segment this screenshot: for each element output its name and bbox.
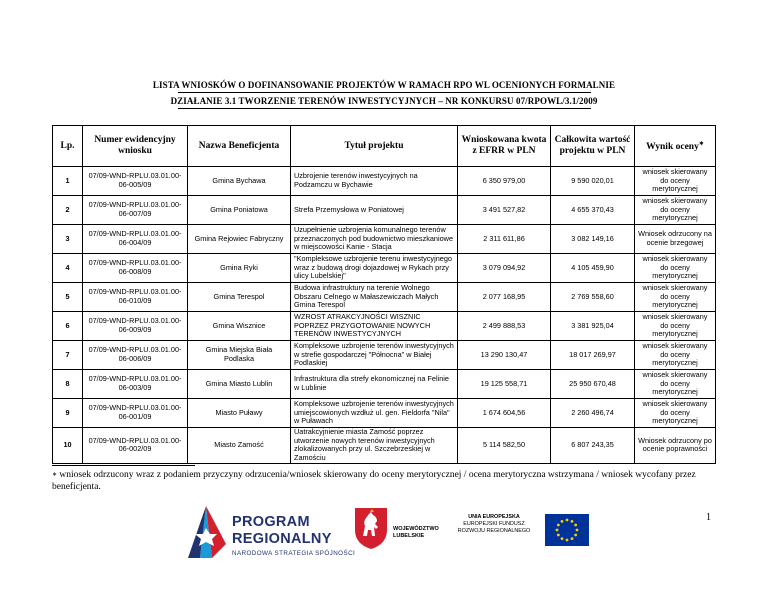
row-requested-amount: 1 674 604,56 <box>458 399 551 428</box>
row-requested-amount: 13 290 130,47 <box>458 341 551 370</box>
row-project-title: Kompleksowe uzbrojenie terenów inwestycyjnych umiejscowionych wzdłuż ul. gen. Fieldorfa "Nila" w Puławach <box>291 399 458 428</box>
row-beneficiary: Gmina Poniatowa <box>188 196 291 225</box>
row-lp: 4 <box>53 254 83 283</box>
footnote-text: wniosek odrzucony wraz z podaniem przyczyny odrzucenia/wniosek skierowany do oceny merytorycznej / ocena merytoryczna wstrzymana / wniosek wycofany przez beneficjenta. <box>52 470 696 492</box>
row-project-title: Budowa infrastruktury na terenie Wolnego Obszaru Celnego w Małaszewiczach Małych Gmina Terespol <box>291 283 458 312</box>
row-result: wniosek skierowany do oceny merytorycznej <box>635 254 716 283</box>
lubelskie-logo <box>353 506 443 556</box>
eu-logo-line3: ROZWOJU REGIONALNEGO <box>457 528 531 534</box>
row-lp: 10 <box>53 428 83 464</box>
lubelskie-coat-of-arms-icon <box>353 506 389 550</box>
lubelskie-logo-line2: LUBELSKIE <box>393 533 425 539</box>
row-lp: 9 <box>53 399 83 428</box>
table-row <box>53 341 716 370</box>
row-lp: 7 <box>53 341 83 370</box>
table-row <box>53 370 716 399</box>
column-header-title: Tytuł projektu <box>291 126 458 167</box>
row-result: wniosek skierowany do oceny merytorycznej <box>635 312 716 341</box>
row-result: wniosek skierowany do oceny merytorycznej <box>635 167 716 196</box>
row-total-value: 6 807 243,35 <box>551 428 635 464</box>
row-total-value: 2 769 558,60 <box>551 283 635 312</box>
row-application-number: 07/09-WND-RPLU.03.01.00-06-002/09 <box>83 428 188 464</box>
row-project-title: Strefa Przemysłowa w Poniatowej <box>291 196 458 225</box>
row-application-number: 07/09-WND-RPLU.03.01.00-06-007/09 <box>83 196 188 225</box>
document-title-line2: DZIAŁANIE 3.1 TWORZENIE TERENÓW INWESTYCYJNYCH – NR KONKURSU 07/RPOWL/3.1/2009 <box>170 96 598 106</box>
footnote-mark: ∗ <box>698 140 704 147</box>
program-regionalny-emblem-icon <box>186 504 228 560</box>
row-beneficiary: Gmina Miasto Lublin <box>188 370 291 399</box>
row-project-title: Kompleksowe uzbrojenie terenów inwestycyjnych w strefie gospodarczej "Północna" w Białej Podlaskiej <box>291 341 458 370</box>
row-result: Wniosek odrzucony na ocenie brzegowej <box>635 225 716 254</box>
row-application-number: 07/09-WND-RPLU.03.01.00-06-003/09 <box>83 370 188 399</box>
table-header-row <box>53 126 716 167</box>
row-application-number: 07/09-WND-RPLU.03.01.00-06-001/09 <box>83 399 188 428</box>
row-result: wniosek skierowany do oceny merytorycznej <box>635 283 716 312</box>
row-total-value: 18 017 269,97 <box>551 341 635 370</box>
row-project-title: Uzbrojenie terenów inwestycyjnych na Podzamczu w Bychawie <box>291 167 458 196</box>
row-total-value: 9 590 020,01 <box>551 167 635 196</box>
row-requested-amount: 3 491 527,82 <box>458 196 551 225</box>
column-header-beneficiary: Nazwa Beneficjenta <box>188 126 291 167</box>
footnote <box>52 469 712 493</box>
row-requested-amount: 3 079 094,92 <box>458 254 551 283</box>
row-application-number: 07/09-WND-RPLU.03.01.00-06-009/09 <box>83 312 188 341</box>
row-beneficiary: Gmina Bychawa <box>188 167 291 196</box>
row-result: wniosek skierowany do oceny merytorycznej <box>635 399 716 428</box>
table-row <box>53 167 716 196</box>
row-beneficiary: Miasto Puławy <box>188 399 291 428</box>
row-beneficiary: Gmina Ryki <box>188 254 291 283</box>
row-total-value: 3 082 149,16 <box>551 225 635 254</box>
table-row <box>53 196 716 225</box>
row-project-title: Infrastruktura dla strefy ekonomicznej na Felinie w Lublinie <box>291 370 458 399</box>
row-project-title: "Kompleksowe uzbrojenie terenu inwestycyjnego wraz z budową drogi dojazdowej w Rykach przy ulicy Lubelskiej" <box>291 254 458 283</box>
table-row <box>53 283 716 312</box>
title-divider <box>178 92 591 93</box>
row-result: wniosek skierowany do oceny merytorycznej <box>635 370 716 399</box>
row-lp: 3 <box>53 225 83 254</box>
column-header-lp: Lp. <box>53 126 83 167</box>
row-result: wniosek skierowany do oceny merytorycznej <box>635 196 716 225</box>
column-header-result: Wynik oceny∗ <box>635 126 716 167</box>
row-application-number: 07/09-WND-RPLU.03.01.00-06-004/09 <box>83 225 188 254</box>
footnote-mark: ∗ <box>52 472 58 478</box>
table-row <box>53 399 716 428</box>
eu-logo-text <box>452 514 536 535</box>
table-row <box>53 428 716 464</box>
row-beneficiary: Gmina Miejska Biała Podlaska <box>188 341 291 370</box>
row-application-number: 07/09-WND-RPLU.03.01.00-06-006/09 <box>83 341 188 370</box>
row-lp: 1 <box>53 167 83 196</box>
row-result: wniosek skierowany do oceny merytorycznej <box>635 341 716 370</box>
program-logo-line3: NARODOWA STRATEGIA SPÓJNOŚCI <box>232 550 356 557</box>
column-header-total-value: Całkowita wartość projektu w PLN <box>551 126 635 167</box>
title-divider <box>178 108 591 109</box>
row-total-value: 4 655 370,43 <box>551 196 635 225</box>
row-lp: 8 <box>53 370 83 399</box>
row-total-value: 4 105 459,90 <box>551 254 635 283</box>
lubelskie-logo-line1: WOJEWÓDZTWO <box>393 526 439 532</box>
row-total-value: 25 950 670,48 <box>551 370 635 399</box>
program-logo-line2: REGIONALNY <box>232 531 332 547</box>
document-title-line1: LISTA WNIOSKÓW O DOFINANSOWANIE PROJEKTÓW W RAMACH RPO WL OCENIONYCH FORMALNIE <box>152 80 616 90</box>
applications-table <box>52 125 716 464</box>
eu-flag-icon <box>545 514 589 546</box>
column-header-number: Numer ewidencyjny wniosku <box>83 126 188 167</box>
row-total-value: 2 260 496,74 <box>551 399 635 428</box>
row-requested-amount: 2 499 888,53 <box>458 312 551 341</box>
page-number: 1 <box>706 512 711 523</box>
row-beneficiary: Miasto Zamość <box>188 428 291 464</box>
row-requested-amount: 6 350 979,00 <box>458 167 551 196</box>
row-beneficiary: Gmina Rejowiec Fabryczny <box>188 225 291 254</box>
footnote-divider <box>52 465 195 466</box>
row-lp: 6 <box>53 312 83 341</box>
row-application-number: 07/09-WND-RPLU.03.01.00-06-005/09 <box>83 167 188 196</box>
row-requested-amount: 19 125 558,71 <box>458 370 551 399</box>
row-lp: 5 <box>53 283 83 312</box>
row-project-title: WZROST ATRAKCYJNOŚCI WISZNIC POPRZEZ PRZYGOTOWANIE NOWYCH TERENÓW INWESTYCYJNYCH <box>291 312 458 341</box>
eu-logo-line1: UNIA EUROPEJSKA <box>468 514 520 520</box>
row-application-number: 07/09-WND-RPLU.03.01.00-06-010/09 <box>83 283 188 312</box>
row-requested-amount: 2 311 611,86 <box>458 225 551 254</box>
table-row <box>53 312 716 341</box>
row-total-value: 3 381 925,04 <box>551 312 635 341</box>
row-result: Wniosek odrzucony po ocenie poprawności <box>635 428 716 464</box>
row-requested-amount: 2 077 168,95 <box>458 283 551 312</box>
row-beneficiary: Gmina Wisznice <box>188 312 291 341</box>
row-project-title: Uatrakcyjnienie miasta Zamość poprzez utworzenie nowych terenów inwestycyjnych zlokalizowanych przy ul. Szczebrzeskiej w Zamościu <box>291 428 458 464</box>
table-row <box>53 225 716 254</box>
row-requested-amount: 5 114 582,50 <box>458 428 551 464</box>
eu-logo-line2: EUROPEJSKI FUNDUSZ <box>463 521 525 527</box>
row-lp: 2 <box>53 196 83 225</box>
row-project-title: Uzupełnienie uzbrojenia komunalnego terenów przeznaczonych pod budownictwo mieszkaniowe w miejscowości Kanie - Stacja <box>291 225 458 254</box>
row-beneficiary: Gmina Terespol <box>188 283 291 312</box>
row-application-number: 07/09-WND-RPLU.03.01.00-06-008/09 <box>83 254 188 283</box>
column-header-requested-amount: Wnioskowana kwota z EFRR w PLN <box>458 126 551 167</box>
table-row <box>53 254 716 283</box>
program-logo-line1: PROGRAM <box>232 514 310 530</box>
